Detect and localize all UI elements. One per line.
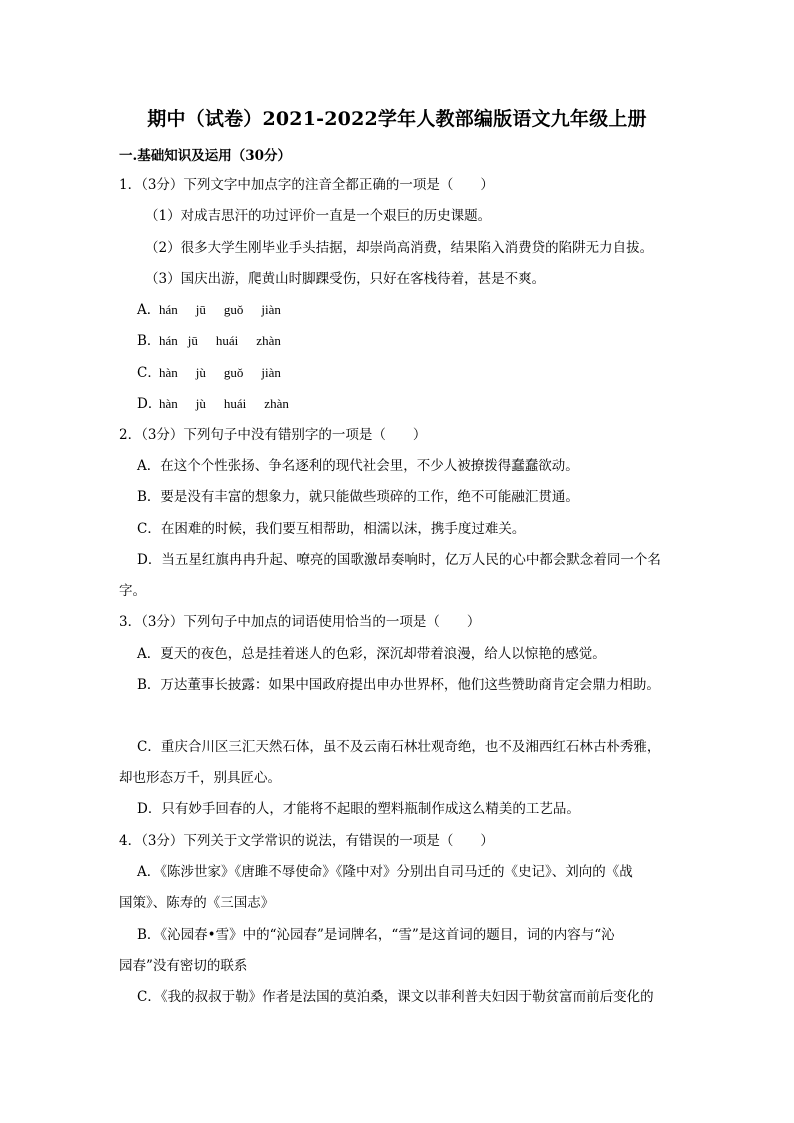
pinyin: guǒ xyxy=(223,302,244,317)
question-3-option-c[interactable]: C．重庆合川区三汇天然石体，虽不及云南石林壮观奇绝，也不及湘西红石林古朴秀雅， xyxy=(137,739,661,755)
question-4-option-a[interactable]: A．《陈涉世家》《唐雎不辱使命》《隆中对》分别出自司马迁的《史记》、刘向的《战 xyxy=(137,864,633,880)
question-2-option-d-continued: 字。 xyxy=(119,583,146,599)
question-3-option-d[interactable]: D．只有妙手回春的人，才能将不起眼的塑料瓶制作成这么精美的工艺品。 xyxy=(137,801,580,817)
question-2-option-c[interactable]: C．在困难的时候，我们要互相帮助，相濡以沫，携手度过难关。 xyxy=(137,521,526,537)
question-1-option-a[interactable] xyxy=(137,301,299,319)
section-heading: 一.基础知识及运用（30分） xyxy=(119,148,291,164)
question-4-stem: 4．（3分）下列关于文学常识的说法，有错误的一项是（ ） xyxy=(119,833,494,849)
pinyin: guǒ xyxy=(223,365,244,380)
option-label: A． xyxy=(137,302,161,318)
pinyin: zhàn xyxy=(264,396,289,411)
question-1-option-c[interactable] xyxy=(137,364,299,382)
pinyin: huái xyxy=(223,396,247,411)
pinyin: zhàn xyxy=(256,333,281,348)
question-2-option-a[interactable]: A．在这个个性张扬、争名逐利的现代社会里，不少人被撩拨得蠢蠢欲动。 xyxy=(137,458,579,474)
question-1-option-d[interactable] xyxy=(137,395,307,413)
question-2-option-b[interactable]: B．要是没有丰富的想象力，就只能做些琐碎的工作，绝不可能融汇贯通。 xyxy=(137,489,579,505)
question-3-option-b[interactable]: B．万达董事长披露：如果中国政府提出申办世界杯，他们这些赞助商肯定会鼎力相助。 xyxy=(137,677,660,693)
pinyin: hán xyxy=(159,333,178,348)
question-1-sentence: （2）很多大学生刚毕业手头拮据，却崇尚高消费，结果陷入消费贷的陷阱无力自拔。 xyxy=(145,240,654,256)
question-1-option-b[interactable] xyxy=(137,332,299,350)
option-label: B． xyxy=(137,333,161,349)
option-label: C． xyxy=(137,365,161,381)
question-4-option-c[interactable]: C．《我的叔叔于勒》作者是法国的莫泊桑，课文以菲利普夫妇因于勒贫富而前后变化的 xyxy=(137,989,654,1005)
question-2-option-d[interactable]: D．当五星红旗冉冉升起、嘹亮的国歌激昂奏响时，亿万人民的心中都会默念着同一个名 xyxy=(137,552,661,568)
pinyin: jū xyxy=(187,333,198,348)
option-label: D． xyxy=(137,396,162,412)
page-title: 期中（试卷）2021-2022学年人教部编版语文九年级上册 xyxy=(147,108,647,130)
pinyin: jù xyxy=(195,365,206,380)
question-1-sentence: （3）国庆出游，爬黄山时脚踝受伤，只好在客栈待着，甚是不爽。 xyxy=(145,271,546,287)
pinyin: jū xyxy=(195,302,206,317)
pinyin: huái xyxy=(215,333,239,348)
question-2-stem: 2．（3分）下列句子中没有错别字的一项是（ ） xyxy=(119,427,427,443)
question-3-option-a[interactable]: A．夏天的夜色，总是挂着迷人的色彩，深沉却带着浪漫，给人以惊艳的感觉。 xyxy=(137,646,606,662)
question-4-option-b-continued: 园春”没有密切的联系 xyxy=(119,958,248,974)
pinyin: jiàn xyxy=(261,302,281,317)
pinyin: jiàn xyxy=(261,365,281,380)
question-3-option-c-continued: 却也形态万千，别具匠心。 xyxy=(119,770,281,786)
question-3-stem: 3．（3分）下列句子中加点的词语使用恰当的一项是（ ） xyxy=(119,614,481,630)
pinyin: hàn xyxy=(159,396,178,411)
pinyin: jù xyxy=(195,396,206,411)
question-1-stem: 1．（3分）下列文字中加点字的注音全都正确的一项是（ ） xyxy=(119,177,494,193)
pinyin: hán xyxy=(159,302,178,317)
question-1-sentence: （1）对成吉思汗的功过评价一直是一个艰巨的历史课题。 xyxy=(145,208,492,224)
question-4-option-a-continued: 国策》、陈寿的《三国志》 xyxy=(119,895,275,911)
question-4-option-b[interactable]: B．《沁园春•雪》中的“沁园春”是词牌名，“雪”是这首词的题目，词的内容与“沁 xyxy=(137,927,615,943)
pinyin: hàn xyxy=(159,365,178,380)
